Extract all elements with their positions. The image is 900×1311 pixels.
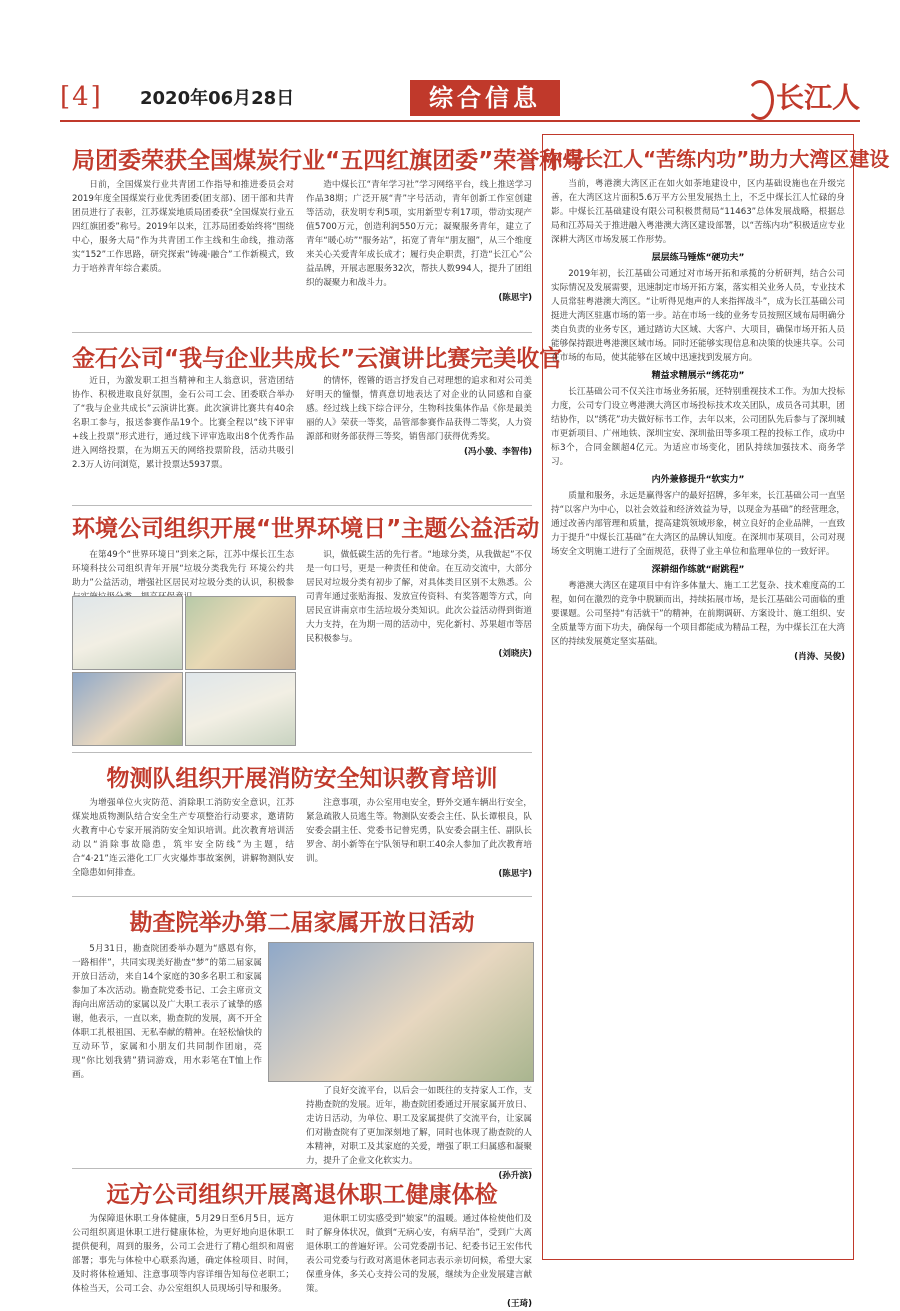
article-5-author: (孙升滨) xyxy=(498,1171,532,1181)
article-1-col2: 造中煤长江“青年学习社”学习网络平台，线上推送学习作品38期；广泛开展“青”字号活动，青年创新工作室创建等活动，获发明专利5项，实用新型专利17项，带动实现产值5700万元，创造利润550万元；凝聚服务青年，建立了青年“暖心坊”“服务站”，拓宽了青年“朋友圈”，从三个维度来关心关爱青年成长成才；履行央企职责，打造“长江心”公益品牌，开展志愿服务32次，帮扶人数994人，提升了团组织的凝聚力和战斗力。 (陈思宇) xyxy=(306,180,532,303)
environment-photo-1 xyxy=(72,596,183,670)
article-4-col2: 注意事项，办公室用电安全，野外交通车辆出行安全，紧急疏散人员逃生等。物测队安委会主任、队长谭根良，队安委会副主任、党委书记曾宪勇，队安委会副主任、副队长罗舍、胡小新等在宁队领导和职工40余人参加了此次教育培训。 (陈思宇) xyxy=(306,798,532,879)
article-3-author: (刘晓庆) xyxy=(498,649,532,659)
sidebar-paragraph-3: 质量和服务，永远是赢得客户的最好招牌，多年来，长江基础公司一直坚持“以客户为中心，以社会效益和经济效益为导，以现金为基础”的经营理念，通过改善内部管理和质量，提高建筑领域形象，树立良好的企业品牌，一直致力于提升“中煤长江基础”在大湾区的品牌认知度。在深圳市某项目，公司对现场安全文明施工进行了全面规范，获得了业主单位和监理单位的一致好评。 xyxy=(551,491,845,557)
environment-photo-2 xyxy=(185,596,296,670)
sidebar-body xyxy=(551,177,845,1251)
divider xyxy=(72,505,532,506)
divider xyxy=(72,752,532,753)
masthead xyxy=(60,76,860,126)
sidebar-subheading-4: 深耕细作练就“耐跳程” xyxy=(651,565,745,575)
divider xyxy=(72,332,532,333)
sidebar-intro: 当前，粤港澳大湾区正在如火如荼地建设中，区内基础设施也在升级完善，在大湾区这片面积5.6万平方公里发展热土上，不乏中煤长江人忙碌的身影。中煤长江基础建设有限公司积极贯彻局“11463”总体发展战略，根据总局和江苏局关于推进融入粤港澳大湾区建设部署，以“苦练内功”积极适应专业深耕大湾区市场发展工作形势。 xyxy=(551,179,845,245)
logo-text: 长江人 xyxy=(775,81,860,114)
masthead-rule xyxy=(60,120,860,122)
family-open-day-photo xyxy=(268,942,534,1082)
sidebar-paragraph-1: 2019年初，长江基础公司通过对市场开拓和承揽的分析研判，结合公司实际情况及发展需要，迅速制定市场开拓方案，落实相关业务人员，专业技术人员常驻粤港澳大湾区。“让听得见炮声的人来指挥战斗”，成为长江基础公司挺进大湾区驻惠市场的第一步。站在市场一线的业务专员按照区域布局明确分类自负责的业务专区，通过踏访大区域、大客户、大项目，确保市场开拓人员能够保持跟进粤港澳区域市场。同时还能够实现信息和决策的快速共享。公司在市场的布局，使其能够在区域中迅速找到发展方向。 xyxy=(551,269,845,363)
article-6-title: 远方公司组织开展离退休职工健康体检 xyxy=(106,1182,498,1208)
feature-sidebar xyxy=(542,134,890,1260)
divider xyxy=(72,1168,532,1169)
article-3-col1: 在第49个“世界环境日”到来之际，江苏中煤长江生态环境科技公司组织青年开展“垃圾分类我先行 环境公约共助力”公益活动，增强社区居民对垃圾分类的认识，积极参 xyxy=(72,550,294,588)
article-5-title: 勘查院举办第二届家属开放日活动 xyxy=(129,910,475,936)
article-1-author: (陈思宇) xyxy=(498,293,532,303)
sidebar-paragraph-2: 长江基础公司不仅关注市场业务拓展，还特别重视技术工作。为加大投标力度，公司专门设立粤港澳大湾区市场投标技术攻关团队，成员各司其职，团结协作，以“绣花”功夫做好标书工作，去年以来，公司团队先后参与了深圳城市更新项目、广州地铁、深圳宝安、深圳盐田等多项工程的投标工作，成功中标3个，合同金额超4亿元。为适应市场变化，团队持续加强技术、商务学习。 xyxy=(551,387,845,467)
article-5-col2: 了良好交流平台，以后会一如既往的支持家人工作，支持勘查院的发展。近年，勘查院团委通过开展家属开放日、走访日活动，为单位、职工及家属提供了交流平台，让家属们对勘查院有了更加深刻地了解，同时也体现了勘查院的人本精神，对职工及其家庭的关爱，增强了职工归属感和凝聚力，提升了企业文化软实力。 (孙升滨) xyxy=(306,1086,532,1181)
article-6-col2: 退休职工切实感受到“娘家”的温暖。通过体检使他们及时了解身体状况，做到“无病心安，有病早治”，受到广大离退休职工的普遍好评。公司党委副书记、纪委书记王宏伟代表公司党委与行政对离退休老同志表示亲切问候，希望大家保重身体，多关心支持公司的发展，继续为企业发展建言献策。 (王琦) xyxy=(306,1214,532,1309)
article-2-title: 金石公司“我与企业共成长”云演讲比赛完美收官 xyxy=(72,346,563,372)
issue-date: 2020年06月28日 xyxy=(140,88,295,109)
sidebar-author: (肖涛、吴俊) xyxy=(794,652,845,662)
article-4-author: (陈思宇) xyxy=(498,869,532,879)
article-4-col1: 为增强单位火灾防范、消除职工消防安全意识，江苏煤炭地质物测队结合安全生产专项整治行动要求，邀请防火教育中心专家开展消防安全知识培训。此次教育培训活动以“消除事故隐患，筑牢安全防线”为主题，结合“4·21”连云港化工厂火灾爆炸事故案例，讲解物测队安全隐患如何排查。 xyxy=(72,798,294,878)
article-2-col1: 近日，为激发职工担当精神和主人翁意识，营造团结协作、积极进取良好氛围，金石公司工会、团委联合举办了“我与企业共成长”云演讲比赛。此次演讲比赛共有40余名职工参与，报送参赛作品19个。比赛全程以“线下评审+线上投票”形式进行，通过线下评审选取出8个优秀作品进入网络投票，在为期五天的网络投票阶段，活动共吸引2.3万人访问浏览，累计投票达5937票。 xyxy=(72,376,294,470)
divider xyxy=(72,896,532,897)
article-6-author: (王琦) xyxy=(506,1299,532,1309)
article-5-col1: 5月31日，勘查院团委举办题为“感恩有你，一路相伴”，共同实现美好勘查“梦”的第二届家属开放日活动，来自14个家庭的30多名职工和家属参加了本次活动。勘查院党委书记、工会主席贡文海向出席活动的家属以及广大职工表示了诚挚的感谢，他表示，一直以来，勘查院的发展，离不开全体职工扎根祖国、无私奉献的精神。在轻松愉快的互动环节，家属和小朋友们共同制作团扇，亮现“你比划我猜”猜词游戏，用水彩笔在T恤上作画。 xyxy=(72,944,262,1080)
section-title: 综合信息 xyxy=(410,80,560,116)
article-3-title: 环境公司组织开展“世界环境日”主题公益活动 xyxy=(72,516,540,542)
article-2-col2: 的情怀，铿锵的语言抒发自己对理想的追求和对公司美好明天的憧憬，情真意切地表达了对企业的认同感和自豪感。经过线上线下综合评分，生物科技集体作品《你是最美丽的人》荣获一等奖，品管部参赛作品获得二等奖，人力资源部和财务部获得三等奖，销售部门获得优秀奖。 (冯小骏、李智伟) xyxy=(306,376,532,457)
article-4-title: 物测队组织开展消防安全知识教育培训 xyxy=(106,766,498,792)
environment-photo-3 xyxy=(72,672,183,746)
sidebar-title: 中煤长江人“苦练内功”助力大湾区建设 xyxy=(543,147,890,171)
article-6-col1: 为保障退休职工身体健康，5月29日至6月5日，远方公司组织离退休职工进行健康体检，为更好地向退休职工提供便利，周到的服务，公司工会进行了精心组织和周密部署；事先与体检中心联系沟通，确定体检项目、时间，及时将体检通知、注意事项等内容详细告知每位老职工；体检当天，公司工会、办公室组织人员现场引导和服务。 xyxy=(72,1214,294,1294)
newspaper-logo xyxy=(746,76,860,120)
article-1-title: 局团委荣获全国煤炭行业“五四红旗团委”荣誉称号 xyxy=(72,148,586,174)
sidebar-subheading-1: 层层练马锤炼“硬功夫” xyxy=(651,253,745,263)
sidebar-paragraph-4: 粤港澳大湾区在建项目中有许多体量大、施工工艺复杂、技术难度高的工程，如何在激烈的竞争中脱颖而出，持续拓展市场，是长江基础公司面临的重要课题。公司坚持“有活就干”的精神，在前期调研、方案设计、施工组织、安全质量等方面下功夫，确保每一个项目都能成为精品工程，为中煤长江在大湾区的持续发展奠定坚实基础。 xyxy=(551,581,845,647)
page-number: [4] xyxy=(60,82,103,112)
article-1-col1: 日前，全国煤炭行业共青团工作指导和推进委员会对2019年度全国煤炭行业优秀团委(团支部)、团干部和共青团员进行了表彰，江苏煤炭地质局团委获“全国煤炭行业五四红旗团委”称号。2019年以来，江苏局团委始终将“围绕中心，服务大局”作为共青团工作主线和生命线，推动落实“152”工作思路，研究探索“铸魂·融合”工作新模式，致力于培养青年综合素质。 xyxy=(72,180,294,274)
sidebar-subheading-2: 精益求精展示“绣花功” xyxy=(651,371,745,381)
environment-photo-4 xyxy=(185,672,296,746)
article-3-col2: 识，做低碳生活的先行者。“地球分类，从我做起”不仅是一句口号，更是一种责任和使命。在互动交流中，大部分居民对垃圾分类有初步了解，对具体类目区别不太熟悉。公司青年通过张贴海报、发放宣传资料、有奖答题等方式，向居民宣讲南京市生活垃圾分类知识。此次公益活动得到街道大力支持，在为期一周的活动中，宪化新村、苏果超市等居民积极参与。 (刘晓庆) xyxy=(306,550,532,659)
article-2-author: (冯小骏、李智伟) xyxy=(463,447,532,457)
logo-swirl-icon xyxy=(746,80,774,120)
sidebar-subheading-3: 内外兼修提升“软实力” xyxy=(651,475,745,485)
